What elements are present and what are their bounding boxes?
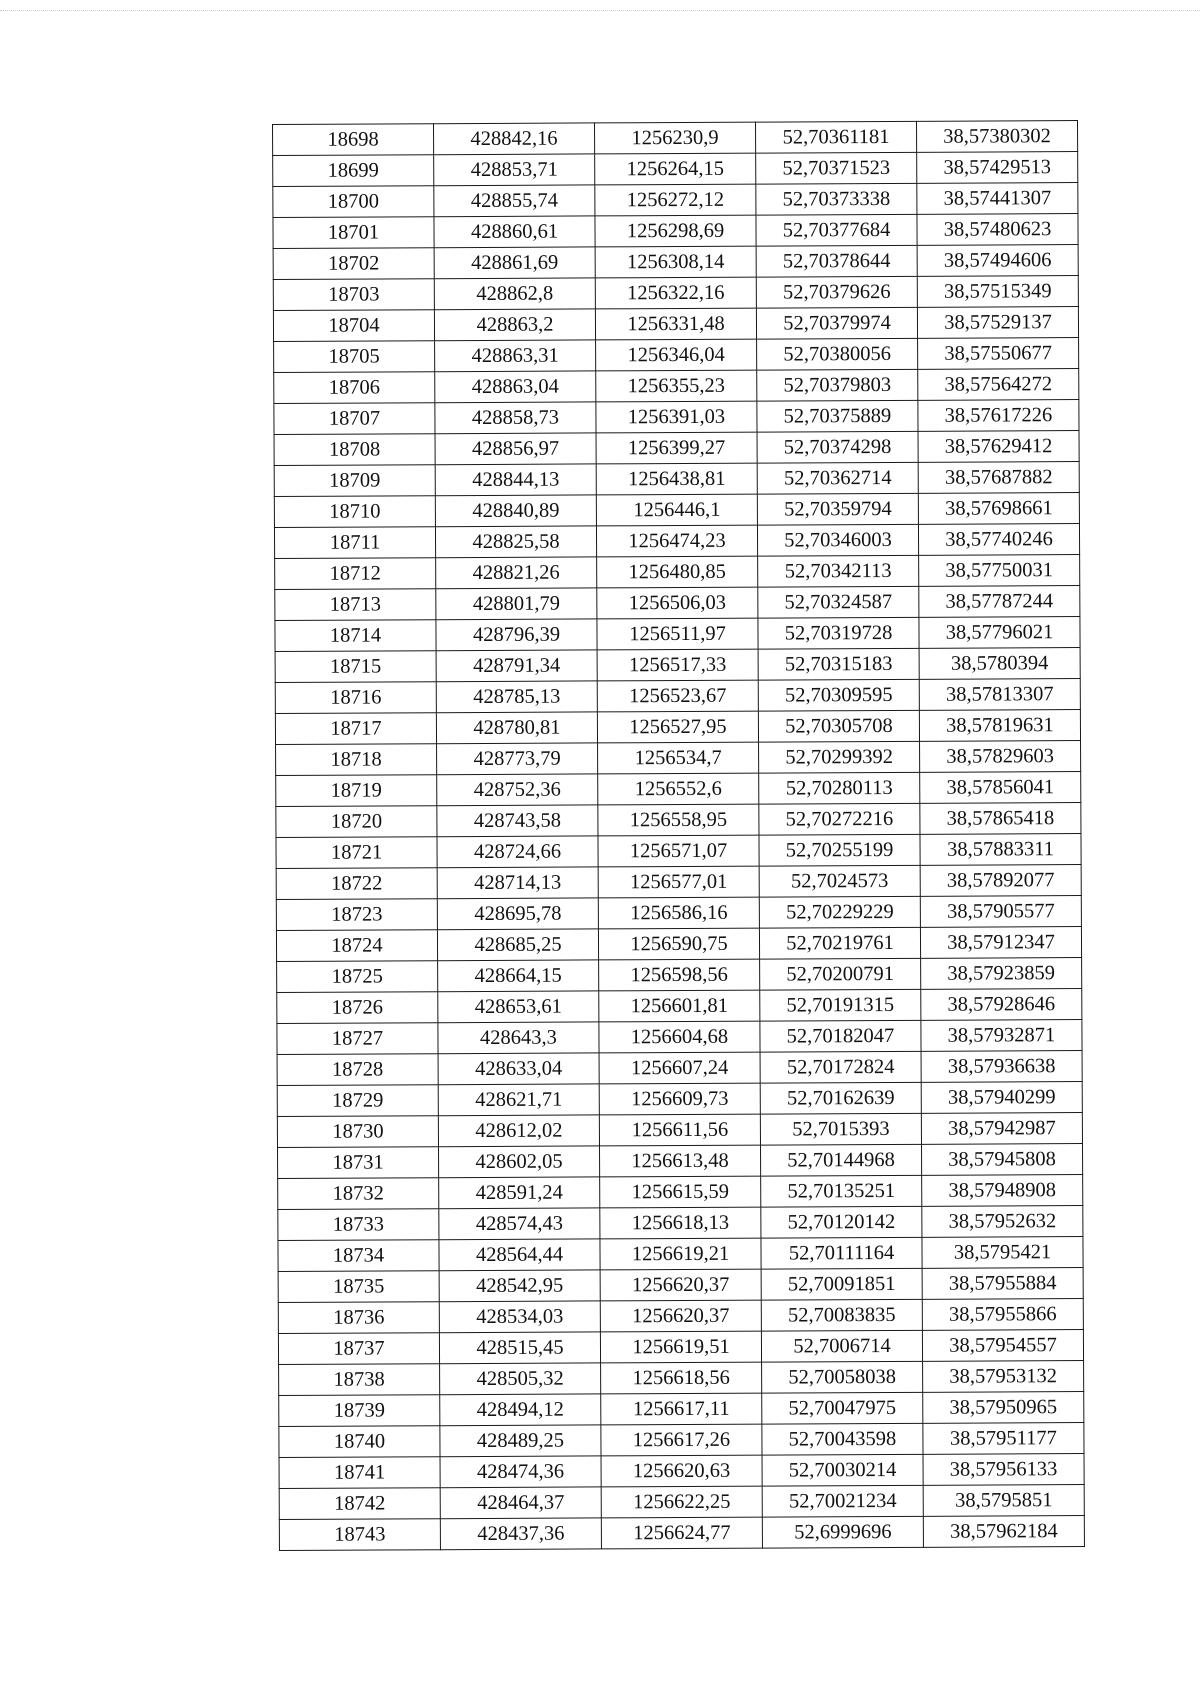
point-number-cell: 18721 [276,837,437,869]
table-row [276,927,1081,962]
x-coordinate-cell: 428861,69 [434,247,595,279]
latitude-cell: 52,70120142 [761,1206,922,1238]
longitude-cell: 38,57819631 [919,710,1080,742]
longitude-cell: 38,5780394 [919,648,1080,680]
latitude-cell: 52,70379974 [756,307,917,339]
latitude-cell: 52,70362714 [757,462,918,494]
longitude-cell: 38,57923859 [921,958,1082,990]
longitude-cell: 38,57480623 [917,214,1078,246]
latitude-cell: 52,70091851 [761,1268,922,1300]
latitude-cell: 52,70380056 [757,338,918,370]
table-row [278,1268,1083,1303]
x-coordinate-cell: 428612,02 [438,1115,599,1147]
y-coordinate-cell: 1256558,95 [598,804,759,836]
x-coordinate-cell: 428724,66 [437,836,598,868]
table-row [273,214,1078,249]
x-coordinate-cell: 428621,71 [438,1084,599,1116]
longitude-cell: 38,5795421 [922,1237,1083,1269]
x-coordinate-cell: 428842,16 [434,123,595,155]
y-coordinate-cell: 1256446,1 [596,494,757,526]
longitude-cell: 38,57962184 [923,1516,1084,1548]
table-row [279,1361,1084,1396]
table-row [274,493,1079,528]
longitude-cell: 38,57936638 [921,1051,1082,1083]
latitude-cell: 52,70315183 [758,648,919,680]
longitude-cell: 38,57629412 [918,431,1079,463]
longitude-cell: 38,57892077 [920,865,1081,897]
point-number-cell: 18703 [273,279,434,311]
x-coordinate-cell: 428785,13 [436,681,597,713]
table-row [278,1175,1083,1210]
y-coordinate-cell: 1256523,67 [597,680,758,712]
point-number-cell: 18705 [274,341,435,373]
table-row [273,307,1078,342]
point-number-cell: 18718 [276,744,437,776]
longitude-cell: 38,57380302 [916,121,1077,153]
x-coordinate-cell: 428602,05 [438,1146,599,1178]
point-number-cell: 18706 [274,372,435,404]
table-row [277,1020,1082,1055]
point-number-cell: 18734 [278,1240,439,1272]
point-number-cell: 18723 [276,899,437,931]
longitude-cell: 38,57740246 [918,524,1079,556]
y-coordinate-cell: 1256620,63 [601,1455,762,1487]
point-number-cell: 18716 [275,682,436,714]
table-row [273,183,1078,218]
latitude-cell: 52,6999696 [762,1516,923,1548]
latitude-cell: 52,7006714 [761,1330,922,1362]
longitude-cell: 38,57942987 [921,1113,1082,1145]
latitude-cell: 52,70043598 [762,1423,923,1455]
latitude-cell: 52,70058038 [762,1361,923,1393]
x-coordinate-cell: 428853,71 [434,154,595,186]
x-coordinate-cell: 428505,32 [440,1363,601,1395]
y-coordinate-cell: 1256438,81 [596,463,757,495]
latitude-cell: 52,7015393 [760,1113,921,1145]
x-coordinate-cell: 428801,79 [436,588,597,620]
y-coordinate-cell: 1256322,16 [595,277,756,309]
y-coordinate-cell: 1256391,03 [596,401,757,433]
latitude-cell: 52,70379803 [757,369,918,401]
table-row [275,586,1080,621]
y-coordinate-cell: 1256272,12 [595,184,756,216]
latitude-cell: 52,70021234 [762,1485,923,1517]
table-row [278,1299,1083,1334]
table-row [277,1051,1082,1086]
y-coordinate-cell: 1256613,48 [599,1145,760,1177]
longitude-cell: 38,57905577 [920,896,1081,928]
latitude-cell: 52,70375889 [757,400,918,432]
point-number-cell: 18726 [277,992,438,1024]
latitude-cell: 52,70299392 [759,741,920,773]
x-coordinate-cell: 428773,79 [437,743,598,775]
x-coordinate-cell: 428714,13 [437,867,598,899]
y-coordinate-cell: 1256517,33 [597,649,758,681]
table-row [274,431,1079,466]
latitude-cell: 52,70374298 [757,431,918,463]
table-row [275,710,1080,745]
x-coordinate-cell: 428643,3 [438,1022,599,1054]
latitude-cell: 52,70361181 [755,121,916,153]
x-coordinate-cell: 428591,24 [439,1177,600,1209]
x-coordinate-cell: 428515,45 [439,1332,600,1364]
point-number-cell: 18709 [274,465,435,497]
x-coordinate-cell: 428863,2 [434,309,595,341]
y-coordinate-cell: 1256577,01 [598,866,759,898]
point-number-cell: 18732 [278,1178,439,1210]
y-coordinate-cell: 1256552,6 [598,773,759,805]
y-coordinate-cell: 1256355,23 [596,370,757,402]
latitude-cell: 52,70162639 [760,1082,921,1114]
longitude-cell: 38,57956133 [923,1454,1084,1486]
table-row [276,896,1081,931]
longitude-cell: 38,57787244 [919,586,1080,618]
x-coordinate-cell: 428791,34 [436,650,597,682]
point-number-cell: 18722 [276,868,437,900]
x-coordinate-cell: 428780,81 [436,712,597,744]
point-number-cell: 18739 [279,1395,440,1427]
longitude-cell: 38,57928646 [921,989,1082,1021]
longitude-cell: 38,57441307 [917,183,1078,215]
point-number-cell: 18742 [279,1488,440,1520]
point-number-cell: 18741 [279,1457,440,1489]
x-coordinate-cell: 428437,36 [440,1518,601,1550]
y-coordinate-cell: 1256611,56 [599,1114,760,1146]
latitude-cell: 52,70305708 [758,710,919,742]
table-row [274,338,1079,373]
table-row [276,834,1081,869]
y-coordinate-cell: 1256308,14 [595,246,756,278]
y-coordinate-cell: 1256331,48 [595,308,756,340]
point-number-cell: 18738 [279,1364,440,1396]
longitude-cell: 38,57796021 [919,617,1080,649]
longitude-cell: 38,57883311 [920,834,1081,866]
latitude-cell: 52,70030214 [762,1454,923,1486]
longitude-cell: 38,57856041 [920,772,1081,804]
table-row [275,617,1080,652]
y-coordinate-cell: 1256590,75 [598,928,759,960]
table-row [279,1516,1084,1551]
x-coordinate-cell: 428796,39 [436,619,597,651]
y-coordinate-cell: 1256474,23 [596,525,757,557]
latitude-cell: 52,70371523 [756,152,917,184]
longitude-cell: 38,57945808 [921,1144,1082,1176]
point-number-cell: 18743 [279,1519,440,1551]
y-coordinate-cell: 1256619,21 [600,1238,761,1270]
x-coordinate-cell: 428856,97 [435,433,596,465]
latitude-cell: 52,70111164 [761,1237,922,1269]
latitude-cell: 52,70047975 [762,1392,923,1424]
table-row [274,400,1079,435]
table-row [273,245,1078,280]
point-number-cell: 18733 [278,1209,439,1241]
longitude-cell: 38,57912347 [920,927,1081,959]
longitude-cell: 38,57494606 [917,245,1078,277]
x-coordinate-cell: 428534,03 [439,1301,600,1333]
longitude-cell: 38,57865418 [920,803,1081,835]
longitude-cell: 38,57955866 [922,1299,1083,1331]
longitude-cell: 38,57829603 [920,741,1081,773]
x-coordinate-cell: 428489,25 [440,1425,601,1457]
longitude-cell: 38,57951177 [923,1423,1084,1455]
latitude-cell: 52,7024573 [759,865,920,897]
table-row [275,648,1080,683]
latitude-cell: 52,70342113 [758,555,919,587]
point-number-cell: 18727 [277,1023,438,1055]
table-row [273,152,1078,187]
table-row [277,989,1082,1024]
x-coordinate-cell: 428821,26 [436,557,597,589]
x-coordinate-cell: 428840,89 [435,495,596,527]
table-row [279,1454,1084,1489]
point-number-cell: 18714 [275,620,436,652]
point-number-cell: 18725 [277,961,438,993]
longitude-cell: 38,57429513 [917,152,1078,184]
y-coordinate-cell: 1256624,77 [601,1517,762,1549]
x-coordinate-cell: 428752,36 [437,774,598,806]
x-coordinate-cell: 428633,04 [438,1053,599,1085]
latitude-cell: 52,70324587 [758,586,919,618]
point-number-cell: 18711 [274,527,435,559]
x-coordinate-cell: 428464,37 [440,1487,601,1519]
x-coordinate-cell: 428574,43 [439,1208,600,1240]
table-row [275,679,1080,714]
point-number-cell: 18737 [278,1333,439,1365]
table-row [279,1392,1084,1427]
latitude-cell: 52,70373338 [756,183,917,215]
y-coordinate-cell: 1256399,27 [596,432,757,464]
latitude-cell: 52,70083835 [761,1299,922,1331]
x-coordinate-cell: 428653,61 [438,991,599,1023]
table-row [278,1144,1083,1179]
y-coordinate-cell: 1256617,26 [601,1424,762,1456]
x-coordinate-cell: 428863,04 [435,371,596,403]
latitude-cell: 52,70309595 [758,679,919,711]
latitude-cell: 52,70280113 [759,772,920,804]
x-coordinate-cell: 428825,58 [435,526,596,558]
point-number-cell: 18728 [277,1054,438,1086]
point-number-cell: 18713 [275,589,436,621]
y-coordinate-cell: 1256571,07 [598,835,759,867]
table-row [278,1237,1083,1272]
y-coordinate-cell: 1256506,03 [597,587,758,619]
longitude-cell: 38,57515349 [917,276,1078,308]
longitude-cell: 38,57564272 [918,369,1079,401]
table-row [277,958,1082,993]
x-coordinate-cell: 428494,12 [440,1394,601,1426]
x-coordinate-cell: 428863,31 [435,340,596,372]
table-row [276,865,1081,900]
x-coordinate-cell: 428862,8 [434,278,595,310]
x-coordinate-cell: 428855,74 [434,185,595,217]
point-number-cell: 18698 [273,124,434,156]
point-number-cell: 18708 [274,434,435,466]
table-row [277,1113,1082,1148]
y-coordinate-cell: 1256607,24 [599,1052,760,1084]
table-row [276,741,1081,776]
point-number-cell: 18712 [275,558,436,590]
x-coordinate-cell: 428564,44 [439,1239,600,1271]
longitude-cell: 38,57940299 [921,1082,1082,1114]
latitude-cell: 52,70229229 [759,896,920,928]
x-coordinate-cell: 428844,13 [435,464,596,496]
y-coordinate-cell: 1256230,9 [594,122,755,154]
y-coordinate-cell: 1256609,73 [599,1083,760,1115]
y-coordinate-cell: 1256511,97 [597,618,758,650]
y-coordinate-cell: 1256346,04 [596,339,757,371]
table-row [278,1330,1083,1365]
y-coordinate-cell: 1256586,16 [598,897,759,929]
longitude-cell: 38,57955884 [922,1268,1083,1300]
longitude-cell: 38,57954557 [922,1330,1083,1362]
point-number-cell: 18731 [278,1147,439,1179]
y-coordinate-cell: 1256622,25 [601,1486,762,1518]
latitude-cell: 52,70319728 [758,617,919,649]
point-number-cell: 18702 [273,248,434,280]
table-row [273,276,1078,311]
point-number-cell: 18704 [273,310,434,342]
longitude-cell: 38,57950965 [923,1392,1084,1424]
y-coordinate-cell: 1256617,11 [601,1393,762,1425]
table-row [274,369,1079,404]
y-coordinate-cell: 1256598,56 [599,959,760,991]
longitude-cell: 38,57948908 [922,1175,1083,1207]
longitude-cell: 38,57932871 [921,1020,1082,1052]
x-coordinate-cell: 428743,58 [437,805,598,837]
latitude-cell: 52,70346003 [757,524,918,556]
point-number-cell: 18701 [273,217,434,249]
table-row [275,555,1080,590]
point-number-cell: 18699 [273,155,434,187]
longitude-cell: 38,5795851 [923,1485,1084,1517]
y-coordinate-cell: 1256620,37 [600,1269,761,1301]
x-coordinate-cell: 428695,78 [437,898,598,930]
latitude-cell: 52,70182047 [760,1020,921,1052]
longitude-cell: 38,57953132 [923,1361,1084,1393]
point-number-cell: 18715 [275,651,436,683]
table-row [276,772,1081,807]
table-row [274,524,1079,559]
latitude-cell: 52,70219761 [759,927,920,959]
y-coordinate-cell: 1256620,37 [600,1300,761,1332]
longitude-cell: 38,57529137 [917,307,1078,339]
x-coordinate-cell: 428858,73 [435,402,596,434]
scan-edge-line [0,10,1200,11]
table-row [278,1206,1083,1241]
point-number-cell: 18707 [274,403,435,435]
point-number-cell: 18736 [278,1302,439,1334]
longitude-cell: 38,57813307 [919,679,1080,711]
coordinates-table-body [273,121,1085,1551]
point-number-cell: 18700 [273,186,434,218]
table-row [279,1485,1084,1520]
table-row [276,803,1081,838]
y-coordinate-cell: 1256604,68 [599,1021,760,1053]
table-row [277,1082,1082,1117]
y-coordinate-cell: 1256619,51 [600,1331,761,1363]
y-coordinate-cell: 1256534,7 [598,742,759,774]
y-coordinate-cell: 1256298,69 [595,215,756,247]
point-number-cell: 18720 [276,806,437,838]
latitude-cell: 52,70377684 [756,214,917,246]
longitude-cell: 38,57750031 [919,555,1080,587]
latitude-cell: 52,70272216 [759,803,920,835]
y-coordinate-cell: 1256264,15 [595,153,756,185]
latitude-cell: 52,70379626 [756,276,917,308]
y-coordinate-cell: 1256601,81 [599,990,760,1022]
y-coordinate-cell: 1256527,95 [597,711,758,743]
point-number-cell: 18729 [277,1085,438,1117]
point-number-cell: 18710 [274,496,435,528]
point-number-cell: 18719 [276,775,437,807]
x-coordinate-cell: 428542,95 [439,1270,600,1302]
table-row [279,1423,1084,1458]
x-coordinate-cell: 428685,25 [437,929,598,961]
x-coordinate-cell: 428860,61 [434,216,595,248]
point-number-cell: 18717 [275,713,436,745]
x-coordinate-cell: 428664,15 [438,960,599,992]
latitude-cell: 52,70135251 [761,1175,922,1207]
longitude-cell: 38,57698661 [918,493,1079,525]
table-row [274,462,1079,497]
coordinates-table [272,120,1085,1551]
y-coordinate-cell: 1256618,56 [601,1362,762,1394]
y-coordinate-cell: 1256618,13 [600,1207,761,1239]
latitude-cell: 52,70378644 [756,245,917,277]
latitude-cell: 52,70144968 [760,1144,921,1176]
point-number-cell: 18735 [278,1271,439,1303]
y-coordinate-cell: 1256615,59 [600,1176,761,1208]
point-number-cell: 18730 [277,1116,438,1148]
latitude-cell: 52,70191315 [760,989,921,1021]
latitude-cell: 52,70172824 [760,1051,921,1083]
point-number-cell: 18740 [279,1426,440,1458]
longitude-cell: 38,57952632 [922,1206,1083,1238]
x-coordinate-cell: 428474,36 [440,1456,601,1488]
point-number-cell: 18724 [276,930,437,962]
longitude-cell: 38,57687882 [918,462,1079,494]
table-row [273,121,1078,156]
longitude-cell: 38,57617226 [918,400,1079,432]
latitude-cell: 52,70359794 [757,493,918,525]
latitude-cell: 52,70255199 [759,834,920,866]
y-coordinate-cell: 1256480,85 [597,556,758,588]
latitude-cell: 52,70200791 [760,958,921,990]
longitude-cell: 38,57550677 [918,338,1079,370]
